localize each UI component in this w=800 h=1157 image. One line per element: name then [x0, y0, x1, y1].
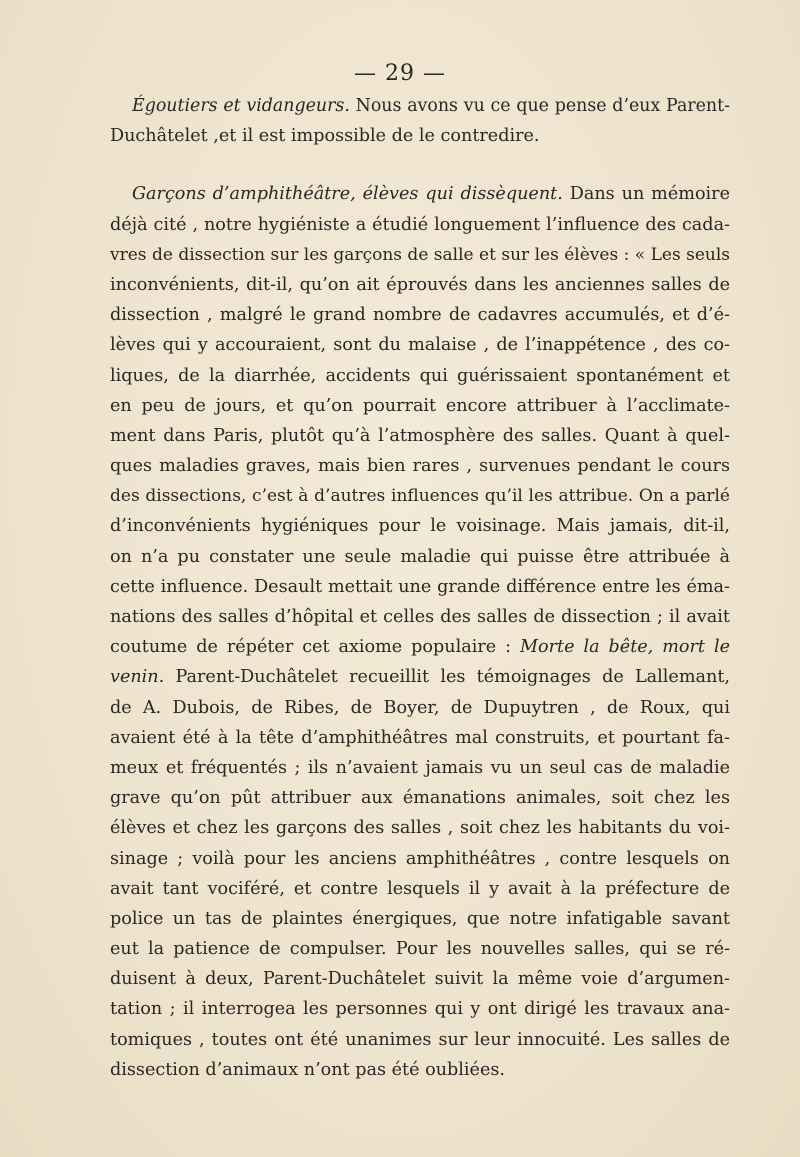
text-line: police un tas de plaintes énergiques, que notre infatigable savant	[110, 908, 730, 929]
text-line: d’inconvénients hygiéniques pour le voisinage. Mais jamais, dit-il,	[110, 516, 730, 537]
text-line: grave qu’on pût attribuer aux émanations animales, soit chez les	[110, 788, 730, 809]
text-line: coutume de répéter cet axiome populaire : Morte la bête, mort le	[110, 637, 730, 658]
text-line: duisent à deux, Parent-Duchâtelet suivit la même voie d’argumen-	[110, 969, 730, 990]
text-line: tomiques , toutes ont été unanimes sur leur innocuité. Les salles de	[110, 1029, 730, 1050]
text-line: ment dans Paris, plutôt qu’à l’atmosphère des salles. Quant à quel-	[110, 425, 730, 446]
text-line: inconvénients, dit-il, qu’on ait éprouvés dans les anciennes salles de	[110, 274, 730, 295]
text-line: déjà cité , notre hygiéniste a étudié longuement l’influence des cada-	[110, 214, 730, 235]
text-line: dissection d’animaux n’ont pas été oubliées.	[110, 1059, 506, 1080]
text-line: cette influence. Desault mettait une grande différence entre les éma-	[110, 576, 730, 597]
text-line: sinage ; voilà pour les anciens amphithéâtres , contre lesquels on	[110, 848, 730, 869]
text-line: avait tant vociféré, et contre lesquels il y avait à la préfecture de	[110, 878, 730, 899]
text-line: en peu de jours, et qu’on pourrait encore attribuer à l’acclimate-	[110, 395, 730, 416]
quoted-axiom: Morte la bête, mort le	[520, 637, 730, 658]
text-line: liques, de la diarrhée, accidents qui guérissaient spontanément et	[110, 365, 730, 386]
text-line: Garçons d’amphithéâtre, élèves qui dissèquent. Dans un mémoire	[132, 184, 731, 205]
text-line: dissection , malgré le grand nombre de cadavres accumulés, et d’é-	[110, 305, 730, 326]
text-line: de A. Dubois, de Ribes, de Boyer, de Dupuytren , de Roux, qui	[110, 697, 730, 718]
text-line: on n’a pu constater une seule maladie qui puisse être attribuée à	[110, 546, 730, 567]
text-line: meux et fréquentés ; ils n’avaient jamais vu un seul cas de maladie	[110, 757, 730, 778]
text-line: vres de dissection sur les garçons de salle et sur les élèves : « Les seuls	[110, 244, 730, 265]
paragraph-gap	[110, 151, 730, 179]
text-line: lèves qui y accouraient, sont du malaise , de l’inappétence , des co-	[110, 335, 730, 356]
text-line: eut la patience de compulser. Pour les nouvelles salles, qui se ré-	[110, 939, 730, 960]
text-line: ques maladies graves, mais bien rares , survenues pendant le cours	[110, 456, 730, 477]
text-line: tation ; il interrogea les personnes qui y ont dirigé les travaux ana-	[110, 999, 730, 1020]
text-line: nations des salles d’hôpital et celles des salles de dissection ; il avait	[110, 607, 730, 627]
section-heading: Garçons d’amphithéâtre, élèves qui dissèquent.	[132, 184, 563, 205]
text-line: Égoutiers et vidangeurs. Nous avons vu ce que pense d’eux Parent-	[132, 96, 730, 116]
text-line: des dissections, c’est à d’autres influences qu’il les attribue. On a parlé	[110, 486, 730, 507]
text-line: Duchâtelet ,et il est impossible de le contredire.	[110, 126, 540, 147]
section-heading: Égoutiers et vidangeurs.	[132, 96, 350, 116]
text-line: élèves et chez les garçons des salles , soit chez les habitants du voi-	[110, 818, 730, 839]
page-number: — 29 —	[354, 61, 446, 86]
text-line: avaient été à la tête d’amphithéâtres mal construits, et pourtant fa-	[110, 727, 730, 748]
quoted-axiom-end: venin.	[110, 667, 165, 688]
text-line: venin. Parent-Duchâtelet recueillit les témoignages de Lallemant,	[110, 667, 730, 688]
body-text	[110, 91, 730, 1085]
